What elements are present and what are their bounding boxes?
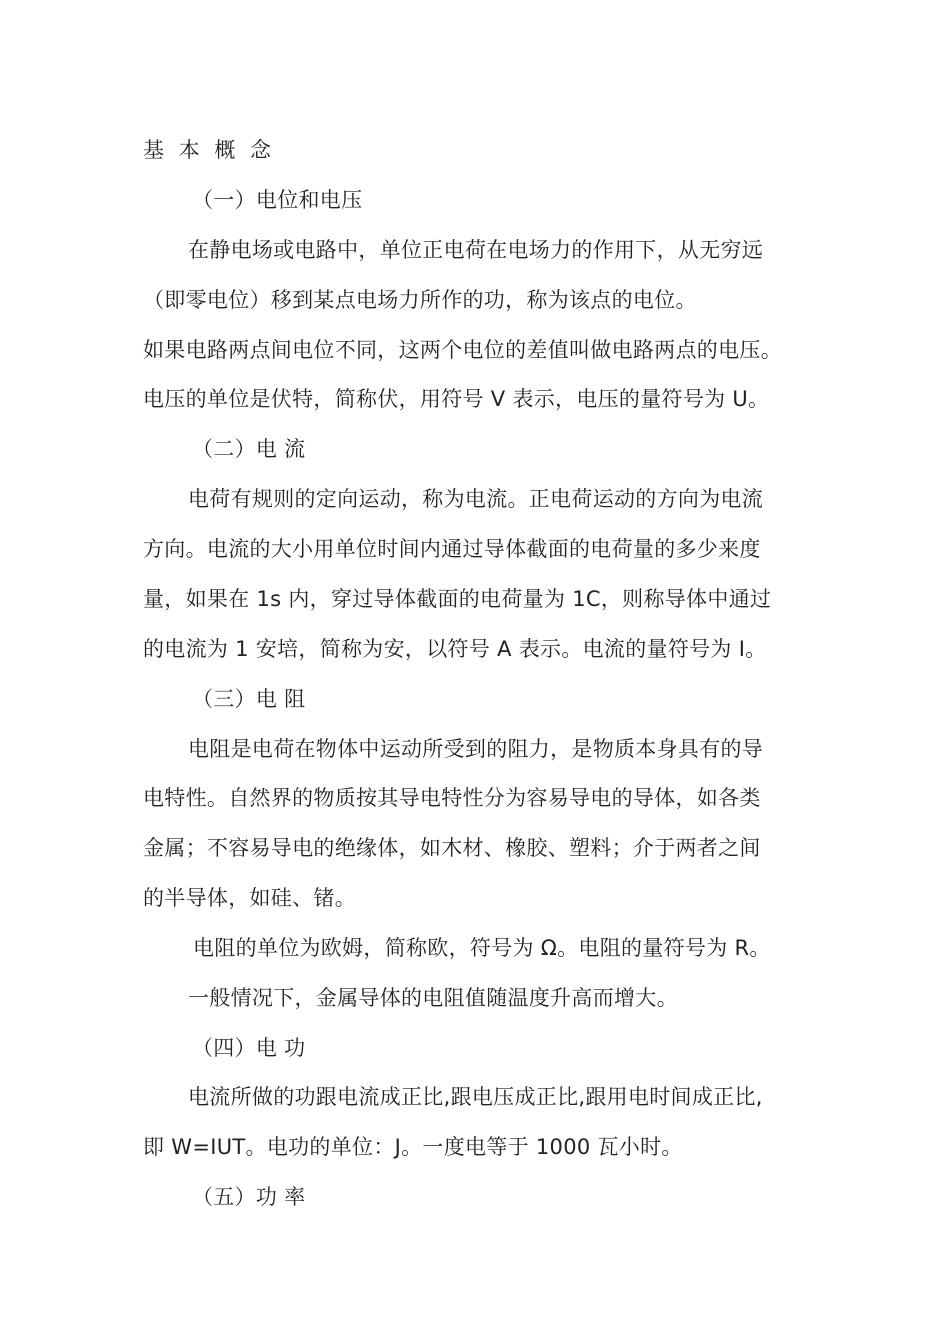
document-title: 基 本 概 念 <box>143 138 276 162</box>
paragraph-line: 电压的单位是伏特，简称伏，用符号 V 表示，电压的量符号为 U。 <box>143 387 770 411</box>
paragraph-line: 在静电场或电路中，单位正电荷在电场力的作用下，从无穷远 <box>188 238 764 262</box>
paragraph-line: （即零电位）移到某点电场力所作的功，称为该点的电位。 <box>143 288 697 312</box>
paragraph-line: 如果电路两点间电位不同，这两个电位的差值叫做电路两点的电压。 <box>143 338 782 362</box>
section-heading-electric-work: （四）电 功 <box>192 1036 306 1060</box>
paragraph-line: 电流所做的功跟电流成正比,跟电压成正比,跟用电时间成正比, <box>188 1085 763 1109</box>
paragraph-line: 方向。电流的大小用单位时间内通过导体截面的电荷量的多少来度 <box>143 537 761 561</box>
paragraph-line: 电特性。自然界的物质按其导电特性分为容易导电的导体，如各类 <box>143 786 761 810</box>
paragraph-line: 电荷有规则的定向运动，称为电流。正电荷运动的方向为电流 <box>188 487 764 511</box>
paragraph-line: 的半导体，如硅、锗。 <box>143 886 356 910</box>
section-heading-power: （五）功 率 <box>192 1185 306 1209</box>
paragraph-line: 电阻的单位为欧姆，简称欧，符号为 Ω。电阻的量符号为 R。 <box>193 936 771 960</box>
paragraph-line: 的电流为 1 安培，简称为安，以符号 A 表示。电流的量符号为 I。 <box>143 637 767 661</box>
paragraph-line: 一般情况下，金属导体的电阻值随温度升高而增大。 <box>188 986 678 1010</box>
section-heading-resistance: （三）电 阻 <box>192 687 306 711</box>
paragraph-line: 即 W=IUT。电功的单位：J。一度电等于 1000 瓦小时。 <box>143 1135 683 1159</box>
section-heading-current: （二）电 流 <box>192 437 306 461</box>
paragraph-line: 金属；不容易导电的绝缘体，如木材、橡胶、塑料；介于两者之间 <box>143 836 761 860</box>
section-heading-potential-voltage: （一）电位和电压 <box>192 188 363 212</box>
paragraph-line: 电阻是电荷在物体中运动所受到的阻力，是物质本身具有的导 <box>188 737 764 761</box>
paragraph-line: 量，如果在 1s 内，穿过导体截面的电荷量为 1C，则称导体中通过 <box>143 587 772 611</box>
